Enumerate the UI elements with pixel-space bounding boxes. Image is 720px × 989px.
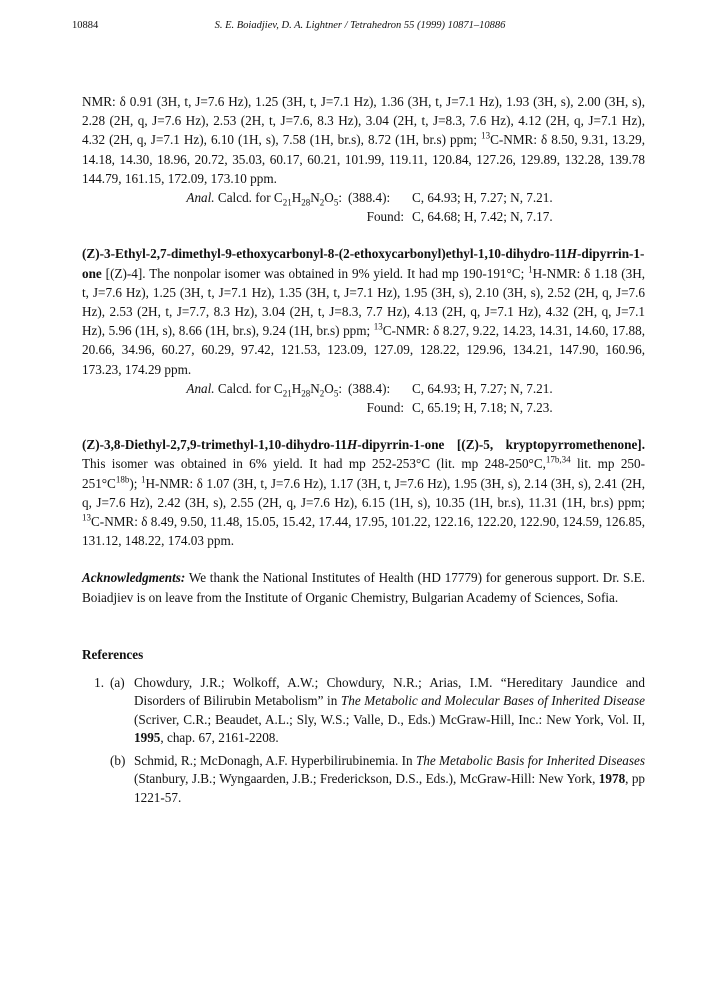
punct: ); — [129, 475, 138, 491]
ref-year: 1995 — [134, 730, 161, 746]
compound-code: [(Z)-4]. — [105, 265, 146, 281]
formula-sub: 21 — [282, 388, 292, 399]
nmr-text: NMR: δ 0.91 (3H, t, J=7.6 Hz), 1.25 (3H, t, J=7.1 Hz), 1.36 (3H, t, J=7.1 Hz), 1.93 (3H, s), 2.00 (3H, s), 2.28 (2H, q, J=7.6 Hz), 2.53 (2H, t, J=7.6, 8.3 Hz), 3.04 (2H, t, J=8.3, 7.6 Hz), 4.12 (2H, q, J=7.1 Hz), 4.32 (2H, q, J=7.1 Hz), 6.10 (1H, s), 7.58 (1H, br.s), 8.72 (1H, br.s) ppm; — [82, 94, 645, 148]
calcd-prefix: Calcd. for C — [217, 380, 283, 396]
formula-el: N — [310, 380, 320, 396]
calcd-values: C, 64.93; H, 7.27; N, 7.21. — [412, 190, 553, 206]
page-header — [72, 20, 648, 36]
ref-authors: Chowdury, J.R.; Wolkoff, A.W.; Chowdury, N.R.; Arias, I.M. “Hereditary Jaundice and Disorders of Bilirubin Metabolism” in — [134, 675, 645, 709]
title-part: -dipyrrin-1-one — [82, 246, 645, 281]
h-nmr-text: H-NMR: δ 1.07 (3H, t, J=7.6 Hz), 1.17 (3H, t, J=7.6 Hz), 1.95 (3H, s), 2.14 (3H, s), 2.41 (2H, q, J=7.6 Hz), 2.42 (3H, s), 2.55 (2H, q, J=7.6 Hz), 6.15 (1H, s), 10.35 (1H, br.s), 11.31 (1H, br.s) ppm; — [82, 475, 646, 510]
lit-mp: lit. mp 250-251°C — [82, 456, 645, 491]
title-part: (Z)-3,8-Diethyl-2,7,9-trimethyl-1,10-dihydro-11 — [82, 437, 347, 453]
ref-pages: , pp 1221-57. — [134, 771, 646, 805]
title-part: (Z)-3-Ethyl-2,7-dimethyl-9-ethoxycarbonyl-8-(2-ethoxycarbonyl)ethyl-1,10-dihydro-11 — [82, 246, 567, 262]
found-spacer — [82, 398, 348, 417]
compound-5-title — [82, 437, 645, 452]
ref-publisher: (Scriver, C.R.; Beaudet, A.L.; Sly, W.S.; Valle, D., Eds.) McGraw-Hill, Inc.: New York, Vol. II, — [134, 711, 645, 727]
calcd-prefix: Calcd. for C — [217, 190, 283, 206]
c13-nmr-text: C-NMR: δ 8.27, 9.22, 14.23, 14.31, 14.60, 17.88, 20.66, 34.96, 60.27, 60.29, 97.42, 121.53, 123.09, 127.09, 128.22, 129.96, 134.21, 147.90, 160.96, 173.23, 174.29 ppm. — [82, 323, 645, 377]
molecular-weight: (388.4): — [348, 190, 391, 206]
ref-letter: (a) — [110, 675, 125, 691]
formula-sub: 5 — [333, 197, 339, 208]
ref-book-title: The Metabolic Basis for Inherited Diseases — [415, 752, 646, 768]
h1-superscript: 1 — [140, 474, 146, 485]
formula-colon: : — [338, 190, 342, 206]
formula-sub: 2 — [319, 197, 325, 208]
formula-sub: 21 — [282, 197, 292, 208]
ref-number — [82, 752, 110, 807]
references-heading: References — [82, 646, 144, 662]
c13-superscript: 13 — [373, 321, 383, 332]
ref-letter: (b) — [110, 752, 126, 768]
anal-label: Anal. — [186, 190, 215, 206]
calcd-label — [82, 379, 348, 398]
formula-colon: : — [338, 380, 342, 396]
reference-item — [82, 674, 645, 748]
ref-authors: Schmid, R.; McDonagh, A.F. Hyperbilirubinemia. In — [134, 752, 413, 768]
title-part: -dipyrrin-1-one [(Z)-5, kryptopyrromethenone]. — [357, 437, 645, 453]
ref-text — [134, 674, 645, 748]
ref-pages: , chap. 67, 2161-2208. — [160, 730, 279, 746]
acknowledgments — [82, 568, 645, 606]
h-nmr-text: H-NMR: δ 1.18 (3H, t, J=7.6 Hz), 1.25 (3H, t, J=7.1 Hz), 1.35 (3H, t, J=7.1 Hz), 1.95 (3H, s), 2.10 (3H, s), 2.52 (2H, q, J=7.6 Hz), 2.53 (2H, t, J=7.7, 8.3 Hz), 3.04 (2H, t, J=8.3, 7.7 Hz), 4.13 (2H, q, J=7.1 Hz), 4.32 (2H, q, J=7.1 Hz), 5.96 (1H, s), 8.66 (1H, br.s), 9.24 (1H, br.s) ppm; — [82, 265, 646, 339]
running-title: S. E. Boiadjiev, D. A. Lightner / Tetrahedron 55 (1999) 10871–10886 — [214, 20, 506, 31]
c13-superscript: 13 — [82, 512, 91, 523]
found-label: Found: — [366, 400, 404, 416]
found-spacer — [82, 207, 348, 226]
ref-book-title: The Metabolic and Molecular Bases of Inherited Disease — [340, 693, 646, 709]
references-list — [82, 674, 645, 807]
nmr-paragraph-1 — [82, 92, 645, 188]
calcd-values: C, 64.93; H, 7.27; N, 7.21. — [412, 380, 553, 396]
formula-el: H — [291, 380, 302, 396]
article-body — [82, 92, 645, 811]
found-values: C, 65.19; H, 7.18; N, 7.23. — [412, 400, 553, 416]
molecular-weight: (388.4): — [348, 380, 391, 396]
h1-superscript: 1 — [528, 264, 533, 275]
reference-item — [82, 752, 645, 807]
ack-text: We thank the National Institutes of Health (HD 17779) for generous support. Dr. S.E. Boiadjiev is on leave from the Institute of Organic Chemistry, Bulgarian Academy of Sciences, Sofia. — [82, 570, 645, 605]
compound-5-paragraph — [82, 435, 645, 550]
title-italic-h: H — [566, 246, 577, 262]
formula-el: O — [324, 190, 334, 206]
found-label: Found: — [366, 209, 404, 225]
formula-sub: 5 — [333, 388, 339, 399]
ref-year: 1978 — [598, 771, 626, 787]
compound-4-paragraph — [82, 244, 645, 378]
ack-label: Acknowledgments: — [82, 570, 186, 586]
page-number: 10884 — [72, 20, 99, 31]
anal-label: Anal. — [186, 380, 215, 396]
formula-sub: 2 — [319, 388, 325, 399]
analysis-block-2 — [82, 379, 645, 417]
formula-sub: 28 — [301, 388, 311, 399]
ref-superscript: 18b — [115, 474, 130, 485]
formula-el: H — [291, 190, 302, 206]
c13-nmr-text: C-NMR: δ 8.50, 9.31, 13.29, 14.18, 14.30, 18.96, 20.72, 35.03, 60.17, 60.21, 101.99, 119.11, 120.84, 127.26, 129.89, 132.28, 139.78 144.79, 161.15, 172.09, 173.10 ppm. — [82, 132, 645, 186]
ref-text — [134, 752, 645, 807]
description: This isomer was obtained in 6% yield. It had mp 252-253°C (lit. mp 248-250°C, — [82, 456, 546, 472]
c13-nmr-text: C-NMR: δ 8.49, 9.50, 11.48, 15.05, 15.42, 17.44, 17.95, 101.22, 122.16, 122.20, 122.90, 124.59, 126.85, 131.12, 148.22, 174.03 ppm. — [82, 514, 645, 549]
ref-superscript: 17b,34 — [545, 455, 571, 466]
description: The nonpolar isomer was obtained in 9% yield. It had mp 190-191°C; — [149, 265, 525, 281]
calcd-label — [82, 188, 348, 207]
title-italic-h: H — [346, 437, 358, 453]
formula-sub: 28 — [301, 197, 311, 208]
formula-el: O — [324, 380, 334, 396]
formula-el: N — [310, 190, 320, 206]
analysis-block-1 — [82, 188, 645, 226]
c13-superscript: 13 — [481, 131, 491, 142]
found-values: C, 64.68; H, 7.42; N, 7.17. — [412, 209, 553, 225]
ref-publisher: (Stanbury, J.B.; Wyngaarden, J.B.; Frederickson, D.S., Eds.), McGraw-Hill: New York, — [134, 771, 596, 787]
ref-number: 1. — [94, 675, 104, 691]
